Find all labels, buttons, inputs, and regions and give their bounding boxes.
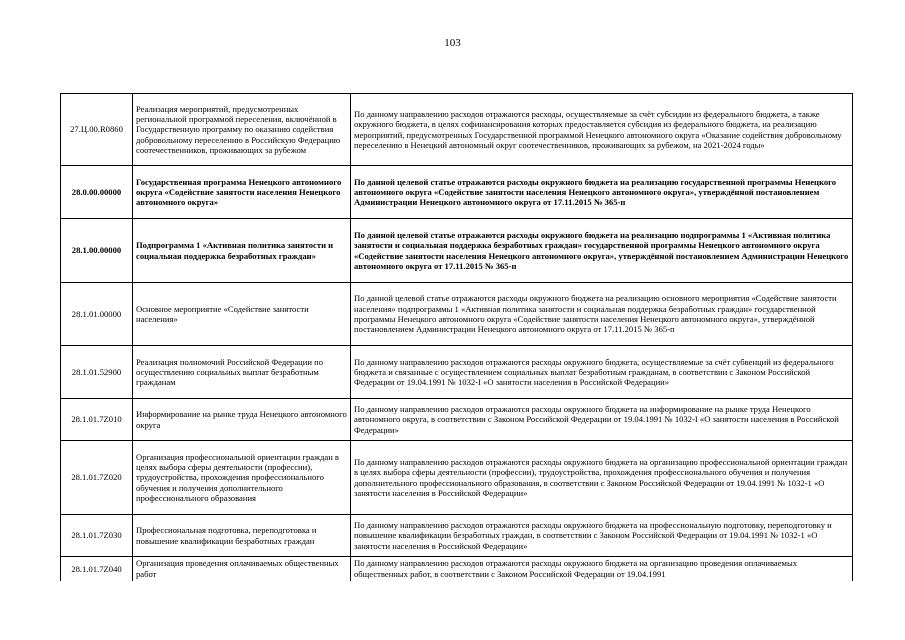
target-code: 28.1.01.7Z040 bbox=[61, 557, 133, 581]
target-code: 28.1.01.7Z030 bbox=[61, 515, 133, 557]
expense-name: Профессиональная подготовка, переподготовка и повышение квалификации безработных граждан bbox=[133, 515, 351, 557]
table-row bbox=[61, 515, 853, 557]
target-code: 27.Ц.00.R0860 bbox=[61, 94, 133, 166]
table-row bbox=[61, 219, 853, 283]
target-code: 28.1.01.52900 bbox=[61, 346, 133, 399]
expense-name: Организация проведения оплачиваемых общественных работ bbox=[133, 557, 351, 581]
expense-description: По данной целевой статье отражаются расходы окружного бюджета на реализацию основного мероприятия «Содействие занятости населения» подпрограммы 1 «Активная политика занятости и социальная поддержка безработных граждан» государственной программы Ненецкого автономного округа «Содействие занятости населения Ненецкого автономного округа», утверждённой постановлением Администрации Ненецкого автономного округа от 17.11.2015 № 365-п bbox=[351, 283, 853, 346]
expense-name: Основное мероприятие «Содействие занятости населения» bbox=[133, 283, 351, 346]
budget-classification-table bbox=[60, 93, 853, 581]
expense-name: Реализация полномочий Российской Федерации по осуществлению социальных выплат безработным гражданам bbox=[133, 346, 351, 399]
expense-description: По данному направлению расходов отражаются расходы окружного бюджета на организацию проведения оплачиваемых общественных работ, в соответствии с Законом Российской Федерации от 19.04.1991 bbox=[351, 557, 853, 581]
target-code: 28.1.00.00000 bbox=[61, 219, 133, 283]
target-code: 28.0.00.00000 bbox=[61, 166, 133, 219]
expense-name: Информирование на рынке труда Ненецкого автономного округа bbox=[133, 399, 351, 441]
table-row bbox=[61, 94, 853, 166]
table-row bbox=[61, 557, 853, 581]
table-row bbox=[61, 399, 853, 441]
expense-description: По данной целевой статье отражаются расходы окружного бюджета на реализацию государственной программы Ненецкого автономного округа «Содействие занятости населения Ненецкого автономного округа», утверждённой постановлением Администрации Ненецкого автономного округа от 17.11.2015 № 365-п bbox=[351, 166, 853, 219]
table-row bbox=[61, 346, 853, 399]
expense-name: Реализация мероприятий, предусмотренных региональной программой переселения, включённой в Государственную программу по оказанию содействия добровольному переселению в Российскую Федерацию соотечественников, проживающих за рубежом bbox=[133, 94, 351, 166]
page-number: 103 bbox=[444, 37, 461, 49]
expense-description: По данному направлению расходов отражаются расходы окружного бюджета на организацию профессиональной ориентации граждан в целях выбора сферы деятельности (профессии), трудоустройства, прохождения профессионального обучения и получения дополнительного профессионального образования, в соответствии с Законом Российской Федерации от 19.04.1991 № 1032-1 «О занятости населения в Российской Федерации» bbox=[351, 441, 853, 515]
expense-description: По данному направлению расходов отражаются расходы окружного бюджета на профессиональную подготовку, переподготовку и повышение квалификации безработных граждан, в соответствии с Законом Российской Федерации от 19.04.1991 № 1032-1 «О занятости населения в Российской Федерации» bbox=[351, 515, 853, 557]
expense-description: По данному направлению расходов отражаются расходы окружного бюджета, осуществляемые за счёт субвенций из федерального бюджета и связанные с осуществлением социальных выплат безработным гражданам, в соответствии с Законом Российской Федерации от 19.04.1991 № 1032-I «О занятости населения в Российской Федерации» bbox=[351, 346, 853, 399]
target-code: 28.1.01.7Z020 bbox=[61, 441, 133, 515]
expense-name: Организация профессиональной ориентации граждан в целях выбора сферы деятельности (профессии), трудоустройства, прохождения профессионального обучения и получения дополнительного профессионального образования bbox=[133, 441, 351, 515]
table-row bbox=[61, 283, 853, 346]
expense-description: По данной целевой статье отражаются расходы окружного бюджета на реализацию подпрограммы 1 «Активная политика занятости и социальная поддержка безработных граждан» государственной программы Ненецкого автономного округа «Содействие занятости населения Ненецкого автономного округа», утверждённой постановлением Администрации Ненецкого автономного округа от 17.11.2015 № 365-п bbox=[351, 219, 853, 283]
expense-name: Подпрограмма 1 «Активная политика занятости и социальная поддержка безработных граждан» bbox=[133, 219, 351, 283]
expense-name: Государственная программа Ненецкого автономного округа «Содействие занятости населения Ненецкого автономного округа» bbox=[133, 166, 351, 219]
table-row bbox=[61, 166, 853, 219]
target-code: 28.1.01.7Z010 bbox=[61, 399, 133, 441]
target-code: 28.1.01.00000 bbox=[61, 283, 133, 346]
table-row bbox=[61, 441, 853, 515]
expense-description: По данному направлению расходов отражаются расходы окружного бюджета на информирование на рынке труда Ненецкого автономного округа, в соответствии с Законом Российской Федерации от 19.04.1991 № 1032-I «О занятости населения в Российской Федерации» bbox=[351, 399, 853, 441]
expense-description: По данному направлению расходов отражаются расходы, осуществляемые за счёт субсидии из федерального бюджета, а также окружного бюджета, в целях софинансирования которых предоставляется субсидия из федерального бюджета, на реализацию мероприятий, предусмотренных Государственной программой Ненецкого автономного округа «Оказание содействия добровольному переселению в Ненецкий автономный округ соотечественников, проживающих за рубежом, на 2021-2024 годы» bbox=[351, 94, 853, 166]
